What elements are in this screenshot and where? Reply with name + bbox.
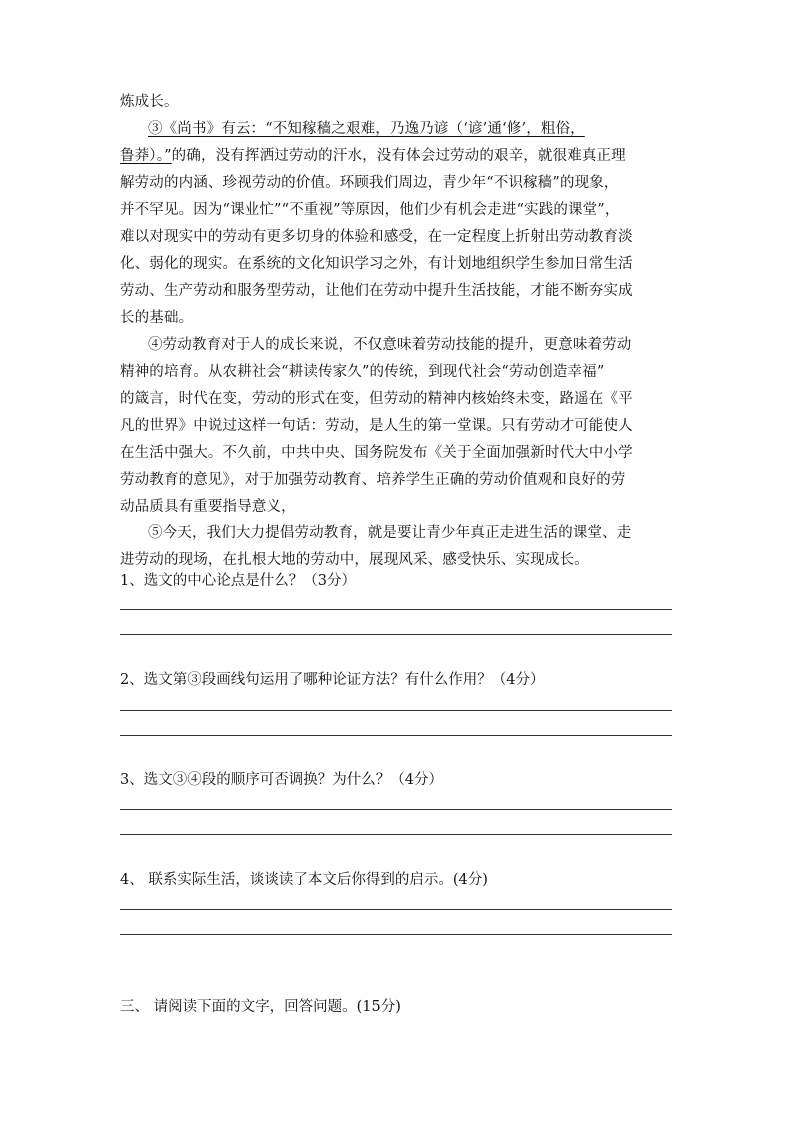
answer-line-4a[interactable] [120, 909, 672, 910]
answer-line-3a[interactable] [120, 809, 672, 810]
paragraph-3-line-8: 长的基础。 [120, 310, 194, 326]
paragraph-5-line-1: ⑤今天，我们大力提倡劳动教育，就是要让青少年真正走进生活的课堂、走 [148, 525, 632, 541]
paragraph-3-line-4: 并不罕见。因为“课业忙”“不重视”等原因，他们少有机会走进“实践的课堂”， [120, 202, 620, 218]
paragraph-4-line-3: 的箴言，时代在变，劳动的形式在变，但劳动的精神内核始终未变，路遥在《平 [120, 391, 633, 407]
paragraph-5-line-2: 进劳动的现场，在扎根大地的劳动中，展现风采、感受快乐、实现成长。 [120, 552, 589, 568]
paragraph-3-line-5: 难以对现实中的劳动有更多切身的体验和感受，在一定程度上折射出劳动教育淡 [120, 229, 633, 245]
answer-line-4b[interactable] [120, 934, 672, 935]
paragraph-4-line-7: 动品质具有重要指导意义， [120, 499, 296, 515]
paragraph-3-line-3: 解劳动的内涵、珍视劳动的价值。环顾我们周边，青少年“不识稼穑”的现象， [120, 175, 619, 191]
paragraph-4-line-2: 精神的培育。从农耕社会“耕读传家久”的传统，到现代社会“劳动创造幸福” [120, 364, 605, 380]
paragraph-3-line-2 [120, 146, 680, 166]
answer-line-2a[interactable] [120, 710, 672, 711]
paragraph-2-tail: 炼成长。 [120, 94, 179, 110]
question-3: 3、选文③④段的顺序可否调换？为什么？（4分） [120, 772, 443, 788]
underlined-sentence: ③《尚书》有云：“不知稼穑之艰难，乃逸乃谚（‘谚’通‘修’，粗俗， [148, 121, 585, 137]
answer-line-1b[interactable] [120, 634, 672, 635]
paragraph-3-text: 的确，没有挥洒过劳动的汗水，没有体会过劳动的艰辛，就很难真正理 [171, 148, 626, 164]
paragraph-4-line-1: ④劳动教育对于人的成长来说，不仅意味着劳动技能的提升，更意味着劳动 [148, 337, 632, 353]
paragraph-4-line-5: 在生活中强大。不久前，中共中央、国务院发布《关于全面加强新时代大中小学 [120, 445, 633, 461]
paragraph-4-line-4: 凡的世界》中说过这样一句话：劳动，是人生的第一堂课。只有劳动才可能使人 [120, 418, 633, 434]
question-2: 2、选文第③段画线句运用了哪种论证方法？有什么作用？（4分） [120, 672, 545, 688]
answer-line-3b[interactable] [120, 834, 672, 835]
answer-line-2b[interactable] [120, 735, 672, 736]
answer-line-1a[interactable] [120, 609, 672, 610]
paragraph-4-line-6: 劳动教育的意见》，对于加强劳动教育、培养学生正确的劳动价值观和良好的劳 [120, 472, 626, 488]
paragraph-3-line-1 [148, 119, 708, 139]
question-4: 4、 联系实际生活，谈谈读了本文后你得到的启示。(4分) [120, 872, 488, 888]
section-3-heading: 三、 请阅读下面的文字，回答问题。(15分) [120, 999, 401, 1015]
paragraph-3-line-7: 劳动、生产劳动和服务型劳动，让他们在劳动中提升生活技能，才能不断夯实成 [120, 283, 633, 299]
underlined-sentence-end: 鲁莽）。” [120, 148, 172, 164]
paragraph-3-line-6: 化、弱化的现实。在系统的文化知识学习之外，有计划地组织学生参加日常生活 [120, 256, 633, 272]
question-1: 1、选文的中心论点是什么？（3分） [120, 573, 356, 589]
